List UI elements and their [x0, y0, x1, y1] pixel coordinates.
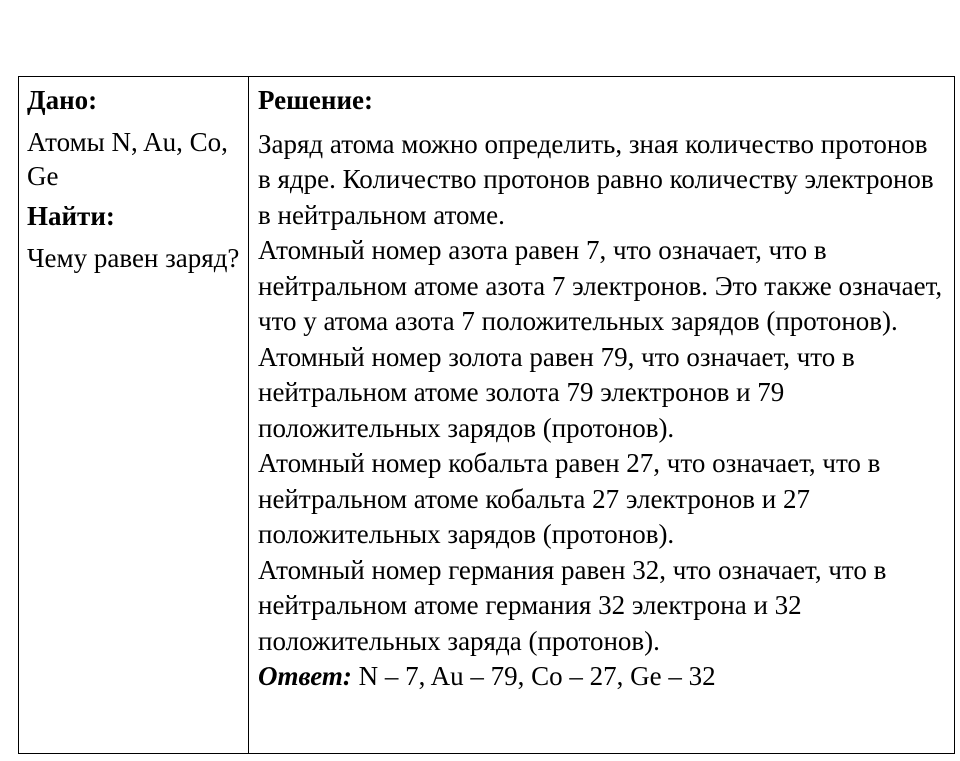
- find-text: Чему равен заряд?: [27, 243, 240, 273]
- answer-text: N – 7, Au – 79, Co – 27, Ge – 32: [351, 661, 716, 691]
- solution-paragraph: Атомный номер азота равен 7, что означает, что в нейтральном атоме азота 7 электронов. Это также означает, что у атома азота 7 положительных зарядов (протонов).: [258, 235, 943, 336]
- solution-heading: Решение:: [258, 85, 373, 115]
- solution-paragraph: Атомный номер золота равен 79, что означает, что в нейтральном атоме золота 79 электронов и 79 положительных зарядов (протонов).: [258, 341, 855, 443]
- answer-line: [258, 659, 944, 695]
- solution-column: [249, 77, 954, 753]
- solution-table: [18, 76, 955, 754]
- find-heading: Найти:: [27, 201, 115, 231]
- solution-paragraph: Атомный номер германия равен 32, что означает, что в нейтральном атоме германия 32 электрона и 32 положительных заряда (протонов).: [258, 554, 887, 656]
- given-text: Атомы N, Au, Co, Ge: [27, 127, 228, 191]
- solution-paragraph: Заряд атома можно определить, зная количество протонов в ядре. Количество протонов равно количеству электронов в нейтральном атоме.: [258, 128, 934, 230]
- answer-label: Ответ:: [258, 661, 352, 691]
- given-heading: Дано:: [27, 85, 98, 115]
- given-column: [19, 77, 249, 753]
- solution-paragraph: Атомный номер кобальта равен 27, что означает, что в нейтральном атоме кобальта 27 электронов и 27 положительных зарядов (протонов).: [258, 448, 881, 549]
